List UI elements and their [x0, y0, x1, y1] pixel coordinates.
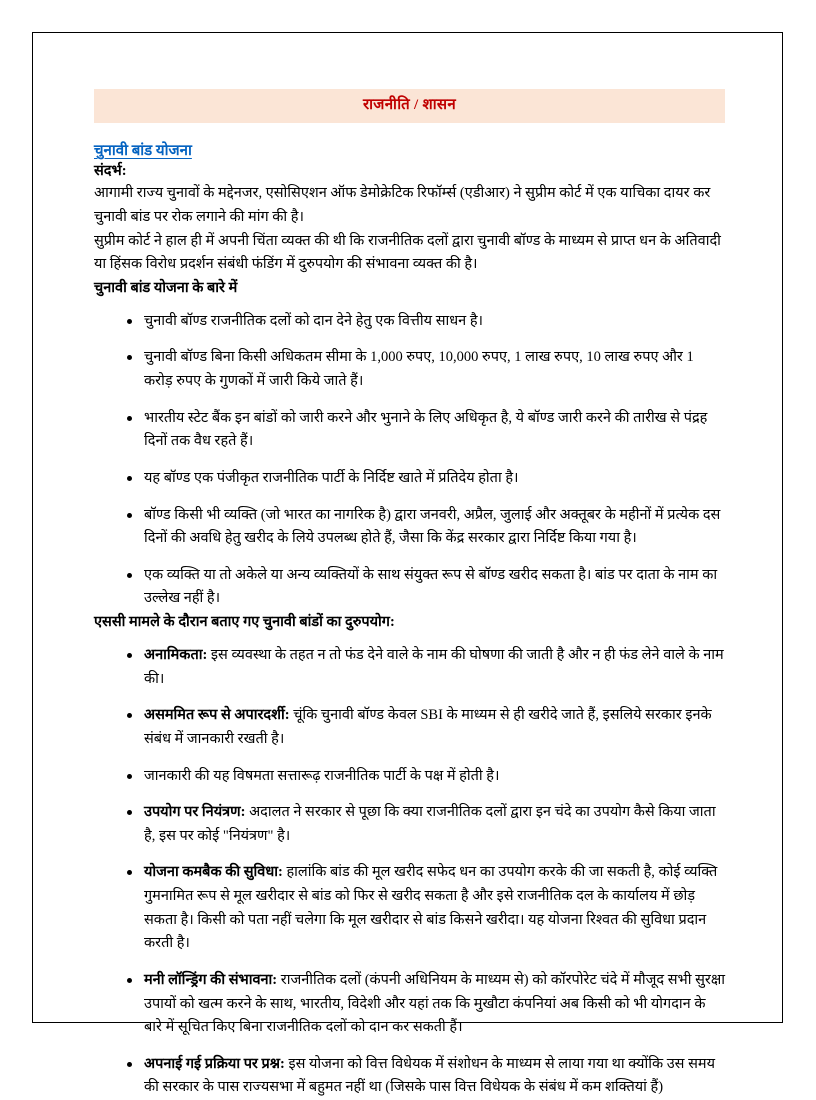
- list-item: चुनावी बॉण्ड बिना किसी अधिकतम सीमा के 1,000 रुपए, 10,000 रुपए, 1 लाख रुपए, 10 लाख रुपए और 1 करोड़ रुपए के गुणकों में जारी किये जाते हैं।: [94, 346, 725, 393]
- list-item: [94, 1053, 725, 1100]
- about-bullet-list: [94, 310, 725, 611]
- list-item-lead: मनी लॉन्ड्रिंग की संभावना:: [144, 971, 278, 988]
- list-item: [94, 704, 725, 751]
- list-item-lead: योजना कमबैक की सुविधा:: [144, 864, 283, 881]
- list-item-text: अदालत ने सरकार से पूछा कि क्या राजनीतिक दलों द्वारा इन चंदे का उपयोग कैसे किया जाता है, इस पर कोई "नियंत्रण" है।: [144, 804, 716, 844]
- document-title-link[interactable]: चुनावी बांड योजना: [94, 143, 192, 160]
- list-item-lead: अनामिकता:: [144, 647, 208, 664]
- list-item: भारतीय स्टेट बैंक इन बांडों को जारी करने और भुनाने के लिए अधिकृत है, ये बॉण्ड जारी करने की तारीख से पंद्रह दिनों तक वैध रहते हैं।: [94, 407, 725, 454]
- list-item: यह बॉण्ड एक पंजीकृत राजनीतिक पार्टी के निर्दिष्ट खाते में प्रतिदेय होता है।: [94, 467, 725, 491]
- misuse-heading: एससी मामले के दौरान बताए गए चुनावी बांडों का दुरुपयोग:: [94, 614, 395, 631]
- misuse-bullet-list: [94, 644, 725, 1100]
- list-item: [94, 861, 725, 956]
- list-item-text: जानकारी की यह विषमता सत्तारूढ़ राजनीतिक पार्टी के पक्ष में होती है।: [144, 767, 500, 784]
- list-item: [94, 969, 725, 1040]
- list-item-text: इस योजना को वित्त विधेयक में संशोधन के माध्यम से लाया गया था क्योंकि उस समय की सरकार के पास राज्यसभा में बहुमत नहीं था (जिसके पास वित्त विधेयक के संबंध में कम शक्तियां हैं): [144, 1055, 715, 1096]
- list-item-lead: असममित रूप से अपारदर्शी:: [144, 707, 290, 724]
- context-heading: संदर्भ:: [94, 163, 127, 180]
- list-item-text: चूंकि चुनावी बॉण्ड केवल SBI के माध्यम से ही खरीदे जाते हैं, इसलिये सरकार इनके संबंध में जानकारी रखती है।: [144, 707, 712, 747]
- list-item: [94, 765, 725, 789]
- page-frame: [32, 32, 783, 1096]
- context-paragraph-1: आगामी राज्य चुनावों के मद्देनजर, एसोसिएशन ऑफ डेमोक्रेटिक रिफॉर्म्स (एडीआर) ने सुप्रीम कोर्ट में एक याचिका दायर कर चुनावी बांड पर रोक लगाने की मांग की है।: [94, 185, 711, 225]
- list-item: बॉण्ड किसी भी व्यक्ति (जो भारत का नागरिक है) द्वारा जनवरी, अप्रैल, जुलाई और अक्तूबर के महीनों में प्रत्येक दस दिनों की अवधि हेतु खरीद के लिये उपलब्ध होते हैं, जैसा कि केंद्र सरकार द्वारा निर्दिष्ट किया गया है।: [94, 504, 725, 551]
- list-item: [94, 801, 725, 848]
- list-item: [94, 644, 725, 691]
- list-item-text: इस व्यवस्था के तहत न तो फंड देने वाले के नाम की घोषणा की जाती है और न ही फंड लेने वाले के नाम की।: [144, 647, 724, 687]
- section-banner: राजनीति / शासन: [94, 89, 725, 123]
- list-item-lead: अपनाई गई प्रक्रिया पर प्रश्न:: [144, 1055, 285, 1072]
- list-item: एक व्यक्ति या तो अकेले या अन्य व्यक्तियों के साथ संयुक्त रूप से बॉण्ड खरीद सकता है। बांड पर दाता के नाम का उल्लेख नहीं है।: [94, 564, 725, 611]
- list-item-lead: उपयोग पर नियंत्रण:: [144, 804, 246, 821]
- context-paragraph-2: सुप्रीम कोर्ट ने हाल ही में अपनी चिंता व्यक्त की थी कि राजनीतिक दलों द्वारा चुनावी बॉण्ड के माध्यम से प्राप्त धन के अतिवादी या हिंसक विरोध प्रदर्शन संबंधी फंडिंग में दुरुपयोग की संभावना व्यक्त की है।: [94, 232, 721, 273]
- about-heading: चुनावी बांड योजना के बारे में: [94, 279, 238, 296]
- list-item: चुनावी बॉण्ड राजनीतिक दलों को दान देने हेतु एक वित्तीय साधन है।: [94, 310, 725, 334]
- document-content: [94, 89, 725, 1100]
- list-item-text: राजनीतिक दलों (कंपनी अधिनियम के माध्यम से) को कॉरपोरेट चंदे में मौजूद सभी सुरक्षा उपायों को खत्म करने के साथ, भारतीय, विदेशी और यहां तक कि मुखौटा कंपनियां अब किसी को भी योगदान के बारे में सूचित किए बिना राजनीतिक दलों को दान कर सकती हैं।: [144, 971, 725, 1036]
- list-item-text: हालांकि बांड की मूल खरीद सफेद धन का उपयोग करके की जा सकती है, कोई व्यक्ति गुमनामित रूप से मूल खरीदार से बांड को फिर से खरीद सकता है और इसे राजनीतिक दल के कार्यालय में छोड़ सकता है। किसी को पता नहीं चलेगा कि मूल खरीदार से बांड किसने खरीदा। यह योजना रिश्वत की सुविधा प्रदान करती है।: [144, 864, 718, 952]
